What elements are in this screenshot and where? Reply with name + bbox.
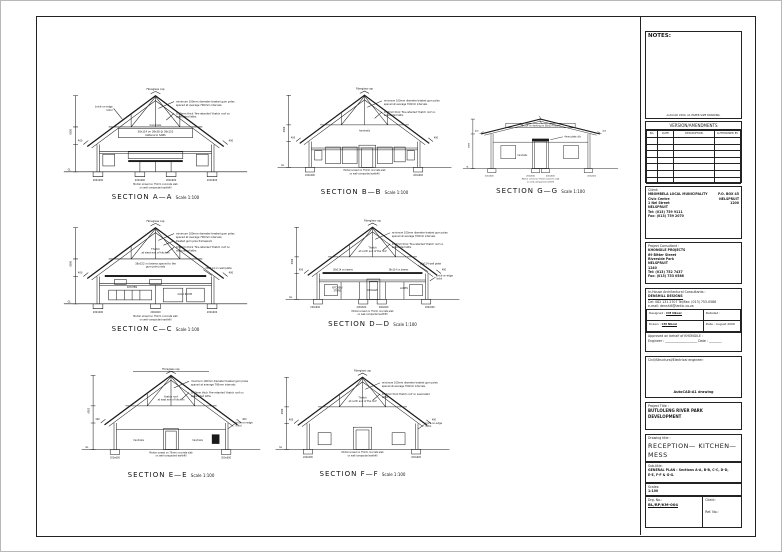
svg-text:on well-compacted earthfill: on well-compacted earthfill xyxy=(357,313,388,317)
footings xyxy=(93,172,218,182)
scales-box xyxy=(645,483,742,496)
client-box xyxy=(645,186,742,239)
svg-text:6500: 6500 xyxy=(290,258,294,265)
client-phone: Tel: (013) 759 9111 xyxy=(648,209,683,214)
eave-dims xyxy=(78,140,234,145)
svg-text:200x600: 200x600 xyxy=(526,175,535,178)
base-note xyxy=(351,310,394,316)
handrails-label: handrails xyxy=(358,129,371,133)
engineer-line: Engineer : ____________________ Date : ________ xyxy=(648,338,722,343)
amend-row xyxy=(647,177,741,184)
drg-no-box xyxy=(645,496,742,528)
engineer-box-label: Civil/Structural/Electrical engineer: xyxy=(648,358,704,362)
svg-text:400: 400 xyxy=(228,139,234,143)
svg-text:200x600: 200x600 xyxy=(310,306,321,310)
svg-text:treated gum pole framework: treated gum pole framework xyxy=(175,239,213,243)
thatch-note xyxy=(158,394,185,401)
consultant-lines: KHONGILE PROJECTS 69 Bitter Street Riverside Park NELSPRUIT 1240 Tel: (013) 752 7437 Fax: (013) 753 0586 xyxy=(648,248,686,279)
date-label: Date : August 2006 xyxy=(703,321,740,332)
svg-text:at north end of the roof: at north end of the roof xyxy=(358,249,387,253)
section-a xyxy=(58,86,253,201)
section-c-caption: SECTION C—C Scale 1:100 xyxy=(111,325,200,334)
svg-text:Mortar screed on 75mm concrete: Mortar screed on 75mm concrete slab xyxy=(521,178,560,181)
svg-text:200x600: 200x600 xyxy=(485,175,494,178)
eave-dims xyxy=(95,418,247,423)
scales-value: 1:100 xyxy=(648,489,659,494)
svg-text:Mortar screed on 75mm concrete: Mortar screed on 75mm concrete slab xyxy=(133,314,178,318)
ground-line xyxy=(276,446,450,449)
notes-label: NOTES: xyxy=(648,33,671,39)
approved-line: Approved on behalf of KHONGILE : xyxy=(648,334,704,339)
svg-text:0.50mm thick 'fire-retarded' t: 0.50mm thick 'fire-retarded' thatch roof on xyxy=(190,391,244,395)
svg-text:400: 400 xyxy=(474,130,479,133)
svg-text:6500: 6500 xyxy=(69,260,73,267)
inhouse-label: In-House Architectural Consultants : xyxy=(648,290,706,294)
svg-text:38x114 on beams: 38x114 on beams xyxy=(388,268,409,272)
eave-dims xyxy=(291,137,439,142)
handrails-label: handrails xyxy=(149,123,162,127)
gl-label: GL xyxy=(289,296,293,300)
amendments-box xyxy=(645,121,742,183)
openings xyxy=(163,429,219,450)
svg-text:lintol: lintol xyxy=(425,425,432,429)
section-g xyxy=(458,96,623,195)
svg-text:400: 400 xyxy=(433,136,439,140)
svg-text:minimum 100mm diameter treated: minimum 100mm diameter treated gum poles xyxy=(391,231,448,235)
ground-line xyxy=(82,446,261,449)
openings xyxy=(315,145,415,167)
drg-no-value: BL/RP/KM-004 xyxy=(648,502,679,508)
svg-text:0.50mm thick 'fire-retarded' t: 0.50mm thick 'fire-retarded' thatch roof on xyxy=(175,246,230,250)
drawn-value: CM Nkosi xyxy=(661,322,678,327)
svg-text:6500: 6500 xyxy=(280,408,284,415)
svg-text:associated laths: associated laths xyxy=(391,245,412,249)
section-f-drawing xyxy=(270,368,455,468)
base-note xyxy=(133,183,178,189)
section-d xyxy=(280,218,465,328)
svg-text:Mortar screed on 75mm concrete: Mortar screed on 75mm concrete slab xyxy=(351,309,394,313)
project-title-line1: BUTLOLENG RIVER PARK xyxy=(648,408,703,414)
drg-ref-cell xyxy=(703,497,741,527)
svg-text:STORE: STORE xyxy=(333,289,342,293)
autocad-footer: AutoCAD:A1 drawing xyxy=(673,390,714,395)
base-note xyxy=(133,315,178,321)
ground-line xyxy=(286,296,460,299)
svg-text:spaced at average 700mm interv: spaced at average 700mm intervals xyxy=(175,235,222,239)
openings xyxy=(501,139,579,169)
project-title-line2: DEVELOPMENT xyxy=(648,413,682,419)
footings xyxy=(310,299,435,309)
svg-text:spaced at average 700mm interv: spaced at average 700mm intervals xyxy=(391,234,436,238)
svg-text:brick-on-edge: brick-on-edge xyxy=(95,105,113,109)
svg-text:associated laths: associated laths xyxy=(175,115,197,119)
thatch-note xyxy=(358,247,386,253)
designed-label: Designed : xyxy=(649,311,666,316)
amend-row xyxy=(647,137,741,144)
svg-text:400: 400 xyxy=(228,271,234,275)
section-b-drawing xyxy=(272,86,457,186)
svg-text:spaced at average 700mm interv: spaced at average 700mm intervals xyxy=(381,384,426,388)
scales-label: Scales: xyxy=(648,485,660,489)
svg-text:200x600: 200x600 xyxy=(356,306,367,310)
gl-label: GL xyxy=(67,300,71,304)
section-e-drawing xyxy=(76,366,266,469)
svg-text:200x600: 200x600 xyxy=(206,311,218,315)
svg-text:on well-compacted earthfill: on well-compacted earthfill xyxy=(139,318,172,322)
right-annotations xyxy=(365,382,442,429)
svg-text:COLD ROOM: COLD ROOM xyxy=(177,293,193,297)
svg-text:Mortar screed on 75mm concrete: Mortar screed on 75mm concrete slab xyxy=(343,169,386,173)
ground-line xyxy=(278,164,452,167)
svg-text:thatch roof: thatch roof xyxy=(164,395,178,399)
handrails-label: handrails xyxy=(517,154,528,158)
subtitle-line2: E-E, F-F & G-G. xyxy=(648,472,675,477)
svg-text:lintol: lintol xyxy=(436,277,443,281)
svg-text:spaced at average 700mm interv: spaced at average 700mm intervals xyxy=(175,103,222,107)
svg-text:400: 400 xyxy=(602,130,607,133)
svg-text:6500: 6500 xyxy=(69,128,73,135)
gl-label: GL xyxy=(281,164,285,168)
svg-text:brick-on-edge: brick-on-edge xyxy=(425,421,442,425)
amend-row xyxy=(647,164,741,171)
ridge-cap-label: Fibreglass cap xyxy=(162,367,180,371)
drg-ref-label: Ref. No.: xyxy=(705,510,719,515)
svg-text:4mm plate cills: 4mm plate cills xyxy=(564,135,581,139)
section-d-caption: SECTION D—D Scale 1:100 xyxy=(328,319,417,328)
designed-value: CM Nkosi xyxy=(666,311,682,316)
openings xyxy=(103,152,208,172)
svg-text:on well-compacted earthfill: on well-compacted earthfill xyxy=(347,454,378,458)
svg-text:200x600: 200x600 xyxy=(424,306,435,310)
left-annotation xyxy=(95,104,122,119)
svg-text:38x114 wall plate: 38x114 wall plate xyxy=(419,262,442,266)
drg-client-label: Client: xyxy=(705,498,716,502)
svg-text:battens to SABS: battens to SABS xyxy=(145,134,166,138)
svg-text:200x600: 200x600 xyxy=(134,179,146,183)
svg-text:associated laths: associated laths xyxy=(383,113,404,117)
thatch-note xyxy=(348,397,376,403)
amend-row xyxy=(647,157,741,164)
svg-text:200x600: 200x600 xyxy=(378,306,389,310)
client-postal: P.O. BOX 45 NELSPRUIT 1200 xyxy=(718,192,739,205)
inhouse-email: e-mail: denshill@lantic.co.za xyxy=(648,303,694,308)
svg-text:handrails: handrails xyxy=(192,439,203,443)
svg-text:on well-compacted earthfill: on well-compacted earthfill xyxy=(139,186,172,190)
section-e-caption: SECTION E—E Scale 1:100 xyxy=(127,470,215,479)
svg-text:spaced at average 700mm interv: spaced at average 700mm intervals xyxy=(383,102,428,106)
detailed-label: Detailed : xyxy=(703,310,740,321)
section-f xyxy=(270,368,455,478)
consultant-label: Project Consultant : xyxy=(648,244,680,248)
ridge-cap-label: Fibreglass cap xyxy=(364,219,381,223)
svg-text:spaced at average 700mm interv: spaced at average 700mm intervals xyxy=(190,383,236,387)
subtitle-label: Sub-title: xyxy=(648,464,663,468)
svg-text:lintol: lintol xyxy=(106,108,113,112)
section-g-caption: SECTION G—G Scale 1:100 xyxy=(496,187,585,196)
svg-text:200x600: 200x600 xyxy=(92,179,104,183)
svg-text:0.50mm thick 'fire-retarded' t: 0.50mm thick 'fire-retarded' thatch roof on xyxy=(383,110,436,114)
svg-text:38x114 on decking on 38x114 be: 38x114 on decking on 38x114 beams xyxy=(520,124,561,128)
drawing-title-box xyxy=(645,434,742,462)
svg-text:on well-compacted earthfill: on well-compacted earthfill xyxy=(349,172,380,176)
svg-text:PASSAGE: PASSAGE xyxy=(367,289,378,293)
project-title-label: Project Title : xyxy=(648,404,669,408)
openings xyxy=(318,427,405,449)
base-note xyxy=(149,451,193,457)
svg-text:200x600: 200x600 xyxy=(109,456,120,460)
svg-text:0.50mm thick 'fire-retarded' t: 0.50mm thick 'fire-retarded' thatch roof on xyxy=(391,242,444,246)
ridge-cap-label: Fibreglass cap xyxy=(146,87,165,91)
room-labels xyxy=(332,286,408,292)
section-a-caption: SECTION A—A Scale 1:100 xyxy=(111,193,200,202)
client-label: Client: xyxy=(648,188,659,192)
svg-text:at west end of kitchen: at west end of kitchen xyxy=(141,251,170,255)
right-annotations xyxy=(158,100,235,121)
section-e xyxy=(76,366,266,479)
client-fax: Fax: (013) 759 2070 xyxy=(648,213,684,218)
height-dimension xyxy=(87,375,95,449)
col-no: No. xyxy=(647,131,658,138)
drawn-label: Drawn : xyxy=(649,322,661,327)
svg-text:KITCHEN/: KITCHEN/ xyxy=(332,286,343,290)
svg-text:on well-compacted earthfill: on well-compacted earthfill xyxy=(527,181,554,184)
svg-text:minimum 100mm diameter treated: minimum 100mm diameter treated gum poles xyxy=(175,100,235,104)
engineer-box xyxy=(645,356,742,398)
inhouse-contact: Cel: 082 131 2707 Tel/Fax: (013) 753-0586 xyxy=(648,299,717,304)
signoff-table xyxy=(646,309,741,332)
col-authorised: AUTHORISED BY xyxy=(714,131,740,138)
section-c xyxy=(58,218,253,333)
amend-row xyxy=(647,144,741,151)
height-dimension xyxy=(67,228,78,304)
section-a-drawing xyxy=(58,86,253,191)
svg-text:LADIES: LADIES xyxy=(399,287,408,291)
right-annotations xyxy=(367,100,440,119)
svg-text:Mortar screed on 75mm concrete: Mortar screed on 75mm concrete slab xyxy=(133,182,178,186)
consultant-box xyxy=(645,242,742,284)
svg-text:3000: 3000 xyxy=(468,142,471,149)
svg-text:6500: 6500 xyxy=(282,126,286,133)
svg-text:handrails: handrails xyxy=(133,439,144,443)
subtitle-box xyxy=(645,462,742,483)
svg-text:38x114 on 38x38 @ 38x152: 38x114 on 38x38 @ 38x152 xyxy=(137,130,174,134)
height-dimension xyxy=(281,377,289,449)
section-b xyxy=(272,86,457,196)
walls xyxy=(114,423,228,450)
svg-text:at north end of the roof: at north end of the roof xyxy=(348,399,377,403)
right-annotation xyxy=(550,136,580,140)
svg-text:associated laths: associated laths xyxy=(190,394,211,398)
svg-text:200x600: 200x600 xyxy=(150,311,161,315)
project-title-box xyxy=(645,402,742,430)
svg-text:KITCHEN: KITCHEN xyxy=(127,286,138,290)
svg-text:0.50mm thick thatch roof on as: 0.50mm thick thatch roof on associated xyxy=(381,392,430,396)
col-date: DATE xyxy=(657,131,673,138)
height-dimension xyxy=(469,119,475,168)
svg-text:200x600: 200x600 xyxy=(165,179,177,183)
section-b-caption: SECTION B—B Scale 1:100 xyxy=(320,187,409,196)
svg-text:200x600: 200x600 xyxy=(587,175,596,178)
amendments-title: VERSION/AMENDMENTS xyxy=(646,122,741,130)
gl-label: GL xyxy=(85,446,89,450)
footings xyxy=(93,304,218,314)
section-d-drawing xyxy=(280,218,465,318)
ridge-cap-label: Fibreglass cap xyxy=(146,219,165,223)
amend-row xyxy=(647,151,741,158)
svg-text:Thatch: Thatch xyxy=(368,246,377,250)
drawing-title-line1: RECEPTION— KITCHEN— xyxy=(648,442,737,451)
col-description: DESCRIPTION xyxy=(674,131,715,138)
svg-text:400: 400 xyxy=(298,268,304,272)
svg-text:6500: 6500 xyxy=(87,407,91,414)
svg-text:400: 400 xyxy=(431,418,437,422)
svg-text:minimum 100mm diameter treated: minimum 100mm diameter treated gum poles xyxy=(190,380,249,384)
section-c-drawing xyxy=(58,218,253,323)
height-dimension xyxy=(283,95,291,167)
subtitle-line1: GENERAL PLAN : Sections A-A, B-B, C-C, D-D, xyxy=(648,468,729,473)
titleblock-divider xyxy=(640,17,641,535)
drg-no-cell xyxy=(646,497,703,527)
height-dimension xyxy=(67,96,78,172)
amendments-table xyxy=(646,130,741,184)
drawing-title-line2: MESS xyxy=(648,450,668,459)
svg-text:Thatch: Thatch xyxy=(358,396,367,400)
svg-text:400: 400 xyxy=(77,139,83,143)
section-g-drawing xyxy=(458,96,623,185)
svg-text:minimum 100mm diameter treated: minimum 100mm diameter treated gum poles xyxy=(381,381,438,385)
svg-text:Mortar screed on 75mm concrete: Mortar screed on 75mm concrete slab xyxy=(149,451,193,455)
notes-footer: AutoCAD 2000, A1 PAPER SIZE DRAWING. xyxy=(666,113,721,117)
beam-note xyxy=(105,261,206,277)
svg-text:400: 400 xyxy=(441,268,447,272)
svg-text:on well-compacted earthfill: on well-compacted earthfill xyxy=(155,454,187,458)
inhouse-name: DENSHILL DESIGNS xyxy=(648,294,683,299)
svg-text:400: 400 xyxy=(242,418,247,422)
svg-text:minimum 100mm diameter treated: minimum 100mm diameter treated gum poles xyxy=(175,232,235,236)
svg-text:lintol: lintol xyxy=(235,424,242,428)
svg-text:Thatch: Thatch xyxy=(151,248,160,252)
svg-text:200x600: 200x600 xyxy=(305,174,315,178)
ridge-cap-label: Fibreglass cap xyxy=(354,369,371,373)
eave-dims xyxy=(289,419,437,424)
amend-row xyxy=(647,170,741,177)
openings xyxy=(109,279,205,301)
base-note xyxy=(341,451,384,457)
gl-label: GL xyxy=(67,168,71,172)
svg-text:400: 400 xyxy=(288,418,294,422)
svg-text:Mortar screed on 75mm concrete: Mortar screed on 75mm concrete slab xyxy=(341,451,384,455)
svg-text:200x600: 200x600 xyxy=(546,175,555,178)
svg-text:400: 400 xyxy=(95,418,100,422)
svg-text:200x600: 200x600 xyxy=(303,456,313,460)
batten-note xyxy=(118,128,192,137)
footings xyxy=(485,169,597,178)
base-note xyxy=(343,169,386,175)
svg-text:brick-on-edge: brick-on-edge xyxy=(235,421,253,425)
drawing-title-label: Drawing title : xyxy=(648,436,671,440)
svg-text:200x600: 200x600 xyxy=(221,456,232,460)
svg-text:200x600: 200x600 xyxy=(413,174,424,178)
svg-text:at east end of kitchen: at east end of kitchen xyxy=(157,398,185,402)
svg-text:laths: laths xyxy=(381,395,388,399)
svg-text:400: 400 xyxy=(290,136,296,140)
section-f-caption: SECTION F—F Scale 1:100 xyxy=(319,469,406,478)
svg-text:200x600: 200x600 xyxy=(206,179,218,183)
ground-line xyxy=(463,166,618,168)
svg-text:0.50mm thick 'fire-retarded' t: 0.50mm thick 'fire-retarded' thatch roof on xyxy=(175,112,230,116)
room-labels xyxy=(127,286,192,296)
svg-text:200x600: 200x600 xyxy=(411,456,422,460)
ridge-cap-label: Fibreglass cap xyxy=(356,87,373,91)
inhouse-box xyxy=(645,288,742,352)
notes-box xyxy=(645,31,742,119)
thatch-note xyxy=(141,247,169,254)
svg-text:minimum 100mm diameter treated: minimum 100mm diameter treated gum poles xyxy=(383,99,440,103)
svg-text:38x114 on beams: 38x114 on beams xyxy=(332,268,353,272)
svg-text:gum pole joists: gum pole joists xyxy=(145,265,166,269)
svg-text:associated laths: associated laths xyxy=(175,249,197,253)
drg-no-label: Drg. No.: xyxy=(648,498,663,502)
svg-text:38x114 on wall plate: 38x114 on wall plate xyxy=(205,267,232,271)
base-note xyxy=(522,178,560,184)
svg-text:400: 400 xyxy=(77,271,83,275)
svg-text:38x152 on beams spaced to the: 38x152 on beams spaced to the xyxy=(135,262,176,266)
handrail-labels xyxy=(133,439,203,442)
svg-text:200x600: 200x600 xyxy=(92,311,104,315)
svg-text:brick-on-edge: brick-on-edge xyxy=(436,274,453,278)
client-address: MBOMBELA LOCAL MUNICIPALITY Civic Centre 1 Nel Street NELSPRUIT xyxy=(648,192,708,210)
gl-label: GL xyxy=(279,446,283,450)
height-dimension xyxy=(291,227,299,299)
gl-label: GL xyxy=(466,166,469,169)
beam-labels xyxy=(323,269,423,274)
